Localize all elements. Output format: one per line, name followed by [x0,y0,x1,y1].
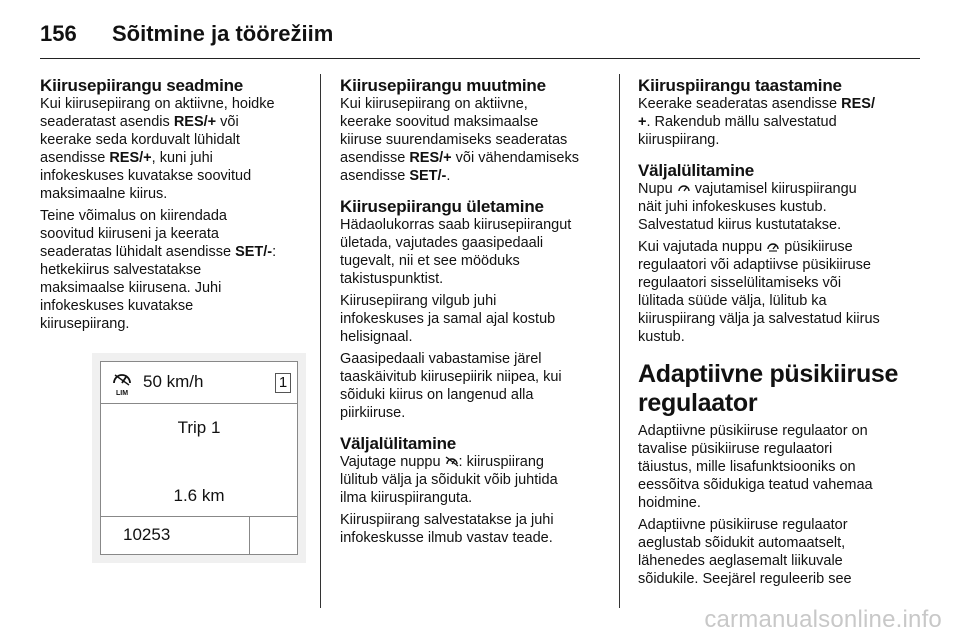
svg-text:LIM: LIM [115,390,129,397]
speed-limiter-icon [677,182,691,194]
display-speed: 50 km/h [143,372,204,391]
header-rule [40,58,920,59]
paragraph: Kui vajutada nuppu püsikiiruse regulaatori või adaptiivse püsikiiruse regulaatori sisselülitamiseks või lülitada süüde välja, lülitub ka kiiruspiirang välja ja salvestatud kiirus kustub. [638,239,880,345]
column-middle [340,76,608,547]
driver-info-display-illustration [92,353,306,563]
paragraph: Kiirusepiirang vilgub juhi infokeskuses ja samal ajal kostub helisignaal. [340,293,556,345]
paragraph: Nupu vajutamisel kiiruspiirangu näit juhi infokeskuses kustub. Salvestatud kiirus kustutatakse. [638,181,857,233]
paragraph: Keerake seaderatas asendisse RES/ +. Rakendub mällu salvestatud kiiruspiirang. [638,96,875,148]
display-distance: 1.6 km [173,486,225,505]
speed-limiter-icon [111,369,133,397]
column-right [638,76,904,588]
display-trip: Trip 1 [177,418,221,437]
paragraph: Hädaolukorras saab kiirusepiirangut ületada, vajutades gaasipedaali tugevalt, nii et see mööduks takistuspunktist. [340,217,572,287]
column-divider [320,74,321,608]
display-slot: 1 [275,373,291,393]
display-bottom-row [101,516,297,554]
section-heading: Väljalülitamine [340,434,457,453]
column-divider [619,74,620,608]
cruise-control-icon [766,240,780,252]
page-number: 156 [40,21,77,46]
chapter-title: Sõitmine ja töörežiim [112,21,334,46]
section-heading: Kiirusepiirangu ületamine [340,197,544,216]
paragraph: Adaptiivne püsikiiruse regulaator on tavalise püsikiiruse regulaatori täiustus, mille lisafunktsiooniks on eessõitva sõidukiga teatud vahemaa hoidmine. [638,423,873,511]
section-heading: Kiirusepiirangu muutmine [340,76,546,95]
watermark: carmanualsonline.info [704,606,942,633]
display-odometer: 10253 [123,525,171,544]
paragraph: Kui kiirusepiirang on aktiivne, hoidke seaderatast asendis RES/+ või keerake seda korduvalt lühidalt asendisse RES/+, kuni juhi infokeskuses kuvatakse soovitud maksimaalne kiirus. [40,96,275,202]
display-top-row [101,362,297,404]
paragraph: Gaasipedaali vabastamise järel taaskäivitub kiirusepiirik niipea, kui sõiduki kiirus on langenud alla piirkiiruse. [340,351,562,421]
paragraph: Teine võimalus on kiirendada soovitud kiiruseni ja keerata seaderatas lühidalt asendisse SET/-: hetkekiirus salvestatakse maksimaalse kiirusena. Juhi infokeskuses kuvatakse kiirusepiirang. [40,208,277,332]
section-heading: Kiirusepiirangu seadmine [40,76,244,95]
paragraph: Adaptiivne püsikiiruse regulaator aeglustab sõidukit automaatselt, lähenedes aeglasemalt liikuvale sõidukile. Seejärel reguleerib see [638,517,852,587]
section-heading: Väljalülitamine [638,161,755,180]
display-divider [249,517,250,554]
display-screen [100,361,298,555]
page-header [40,14,333,54]
paragraph: Kiiruspiirang salvestatakse ja juhi infokeskusse ilmub vastav teade. [340,512,554,546]
column-left [40,76,310,563]
paragraph: Kui kiirusepiirang on aktiivne, keerake soovitud maksimaalse kiiruse suurendamiseks seaderatas asendisse RES/+ või vähendamiseks asendisse SET/-. [340,96,579,184]
chapter-heading: Adaptiivne püsikiiruse regulaator [638,360,899,417]
section-heading: Kiiruspiirangu taastamine [638,76,842,95]
paragraph: Vajutage nuppu : kiiruspiirang lülitub välja ja sõidukit võib juhtida ilma kiiruspiiranguta. [340,454,558,506]
cancel-icon [445,455,459,467]
